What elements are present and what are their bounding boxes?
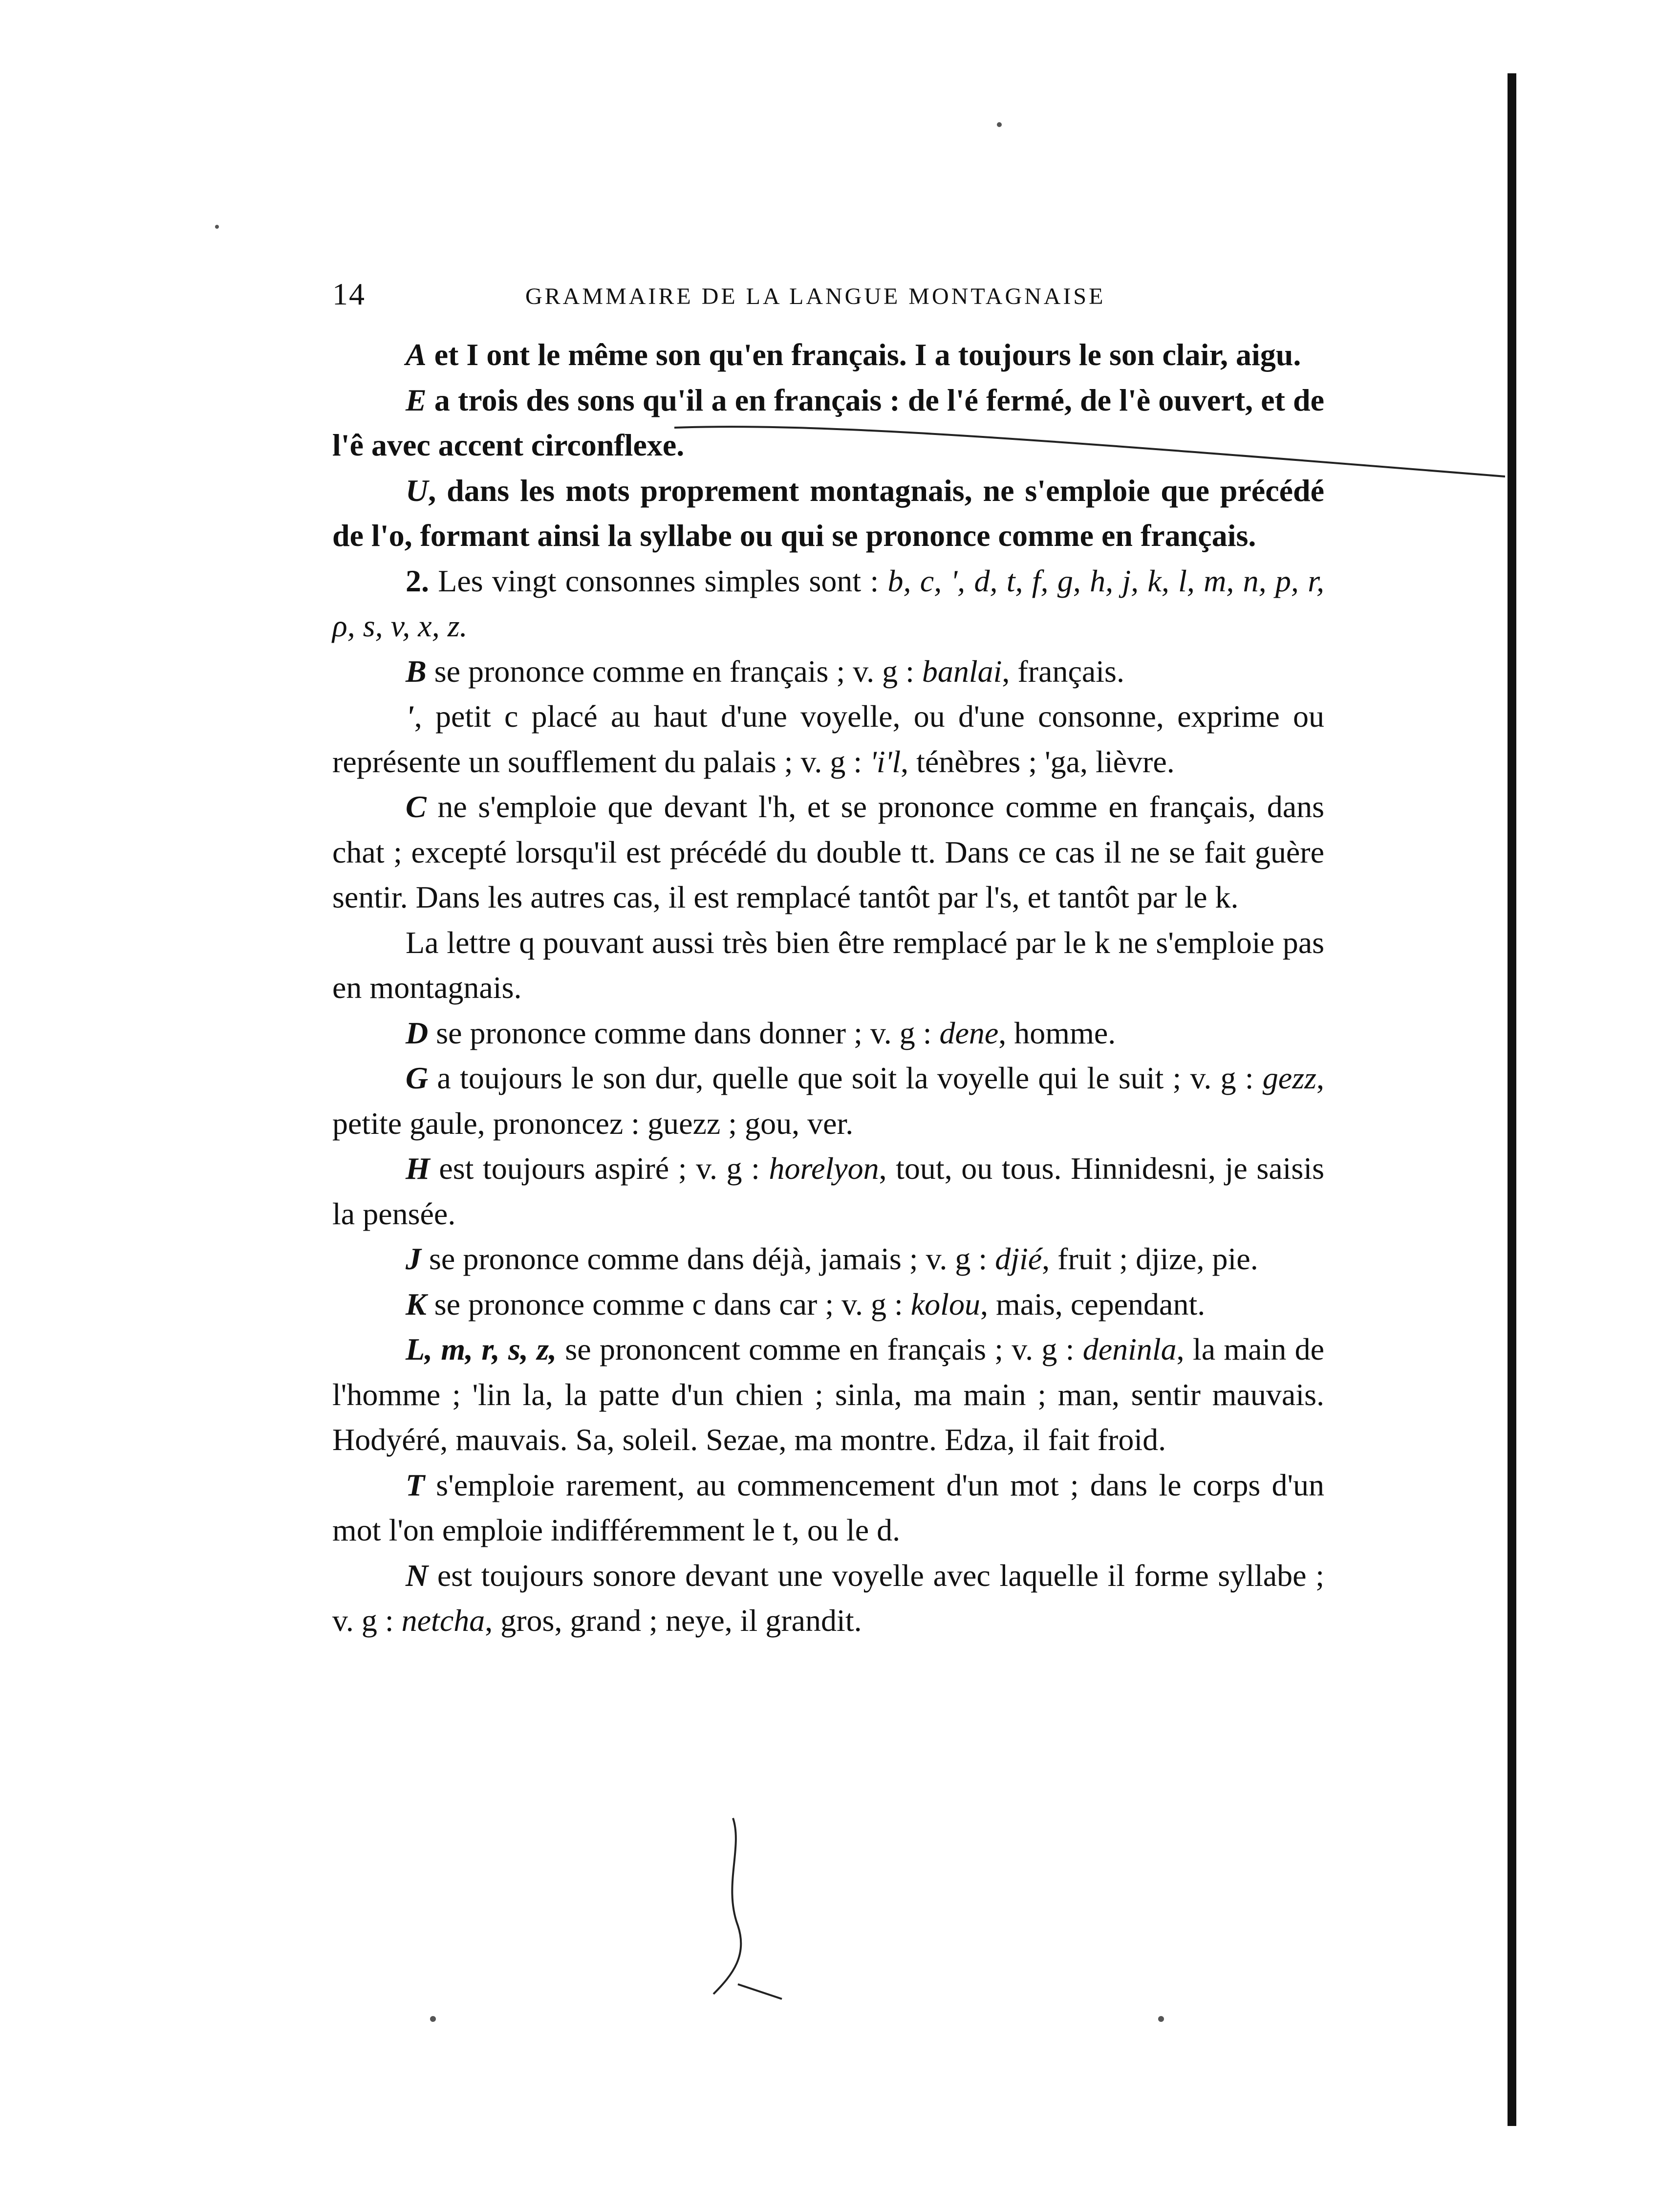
scan-speck bbox=[215, 225, 219, 229]
scan-speck bbox=[430, 2016, 436, 2022]
section-2-consonants: 2. Les vingt consonnes simples sont : b, c, ', d, t, f, g, h, j, k, l, m, n, p, r, ρ, s, v, x, z. bbox=[332, 563, 1325, 643]
paragraph-consonant-breath: ', petit c placé au haut d'une voyelle, ou d'une consonne, exprime ou représente un soufflement du palais ; v. g : 'i'l, ténèbres ; 'ga, lièvre. bbox=[332, 699, 1324, 779]
paragraph-consonant-h: H est toujours aspiré ; v. g : horelyon, tout, ou tous. Hinnidesni, je saisis la pensée. bbox=[332, 1151, 1325, 1231]
paragraph-vowel-u: U, dans les mots proprement montagnais, ne s'emploie que précédé de l'o, formant ainsi la syllabe ou qui se prononce comme en français. bbox=[332, 473, 1324, 553]
paragraph-consonant-t: T s'emploie rarement, au commencement d'un mot ; dans le corps d'un mot l'on emploie indifféremment le t, ou le d. bbox=[332, 1467, 1324, 1547]
paragraph-consonant-j: J se prononce comme dans déjà, jamais ; v. g : djié, fruit ; djize, pie. bbox=[406, 1241, 1258, 1276]
paragraph-consonant-b: B se prononce comme en français ; v. g : banlai, français. bbox=[406, 653, 1124, 689]
paragraph-vowel-e: E a trois des sons qu'il a en français : de l'é fermé, de l'è ouvert, et de l'ê avec accent circonflexe. bbox=[332, 382, 1324, 462]
pen-scrawl-mark bbox=[704, 1808, 801, 2004]
paragraph-consonant-d: D se prononce comme dans donner ; v. g : dene, homme. bbox=[406, 1015, 1116, 1050]
paragraph-consonant-k: K se prononce comme c dans car ; v. g : kolou, mais, cependant. bbox=[406, 1286, 1206, 1322]
scan-speck bbox=[1158, 2016, 1164, 2022]
paragraph-letter-q: La lettre q pouvant aussi très bien être remplacé par le k ne s'emploie pas en montagnais. bbox=[332, 925, 1324, 1005]
scan-speck bbox=[997, 122, 1002, 127]
page-number: 14 bbox=[332, 277, 366, 311]
page-header bbox=[332, 276, 1324, 315]
paragraph-consonant-g: G a toujours le son dur, quelle que soit la voyelle qui le suit ; v. g : gezz, petite gaule, prononcez : guezz ; gou, ver. bbox=[332, 1061, 1324, 1141]
paragraph-consonant-c: C ne s'emploie que devant l'h, et se prononce comme en français, dans chat ; excepté lorsqu'il est précédé du double tt. Dans ce cas il ne se fait guère sentir. Dans les autres cas, il est remplacé tantôt par l's, et tantôt par le k. bbox=[332, 789, 1324, 914]
running-title: GRAMMAIRE DE LA LANGUE MONTAGNAISE bbox=[525, 283, 1106, 309]
text-body bbox=[332, 332, 1324, 1644]
scan-edge-shadow bbox=[1508, 73, 1516, 2126]
consonant-list: b, c, ', d, t, f, g, h, j, k, l, m, n, p, r, ρ, s, v, x, z. bbox=[332, 563, 1325, 643]
paragraph-consonant-n: N est toujours sonore devant une voyelle avec laquelle il forme syllabe ; v. g : netcha, gros, grand ; neye, il grandit. bbox=[332, 1558, 1324, 1638]
paragraph-consonants-lmrsz: L, m, r, s, z, se prononcent comme en français ; v. g : deninla, la main de l'homme ; 'lin la, la patte d'un chien ; sinla, ma main ; man, sentir mauvais. Hodyéré, mauvais. Sa, soleil. Sezae, ma montre. Edza, il fait froid. bbox=[332, 1332, 1325, 1457]
paragraph-vowel-a-i: A et I ont le même son qu'en français. I a toujours le son clair, aigu. bbox=[406, 337, 1301, 372]
